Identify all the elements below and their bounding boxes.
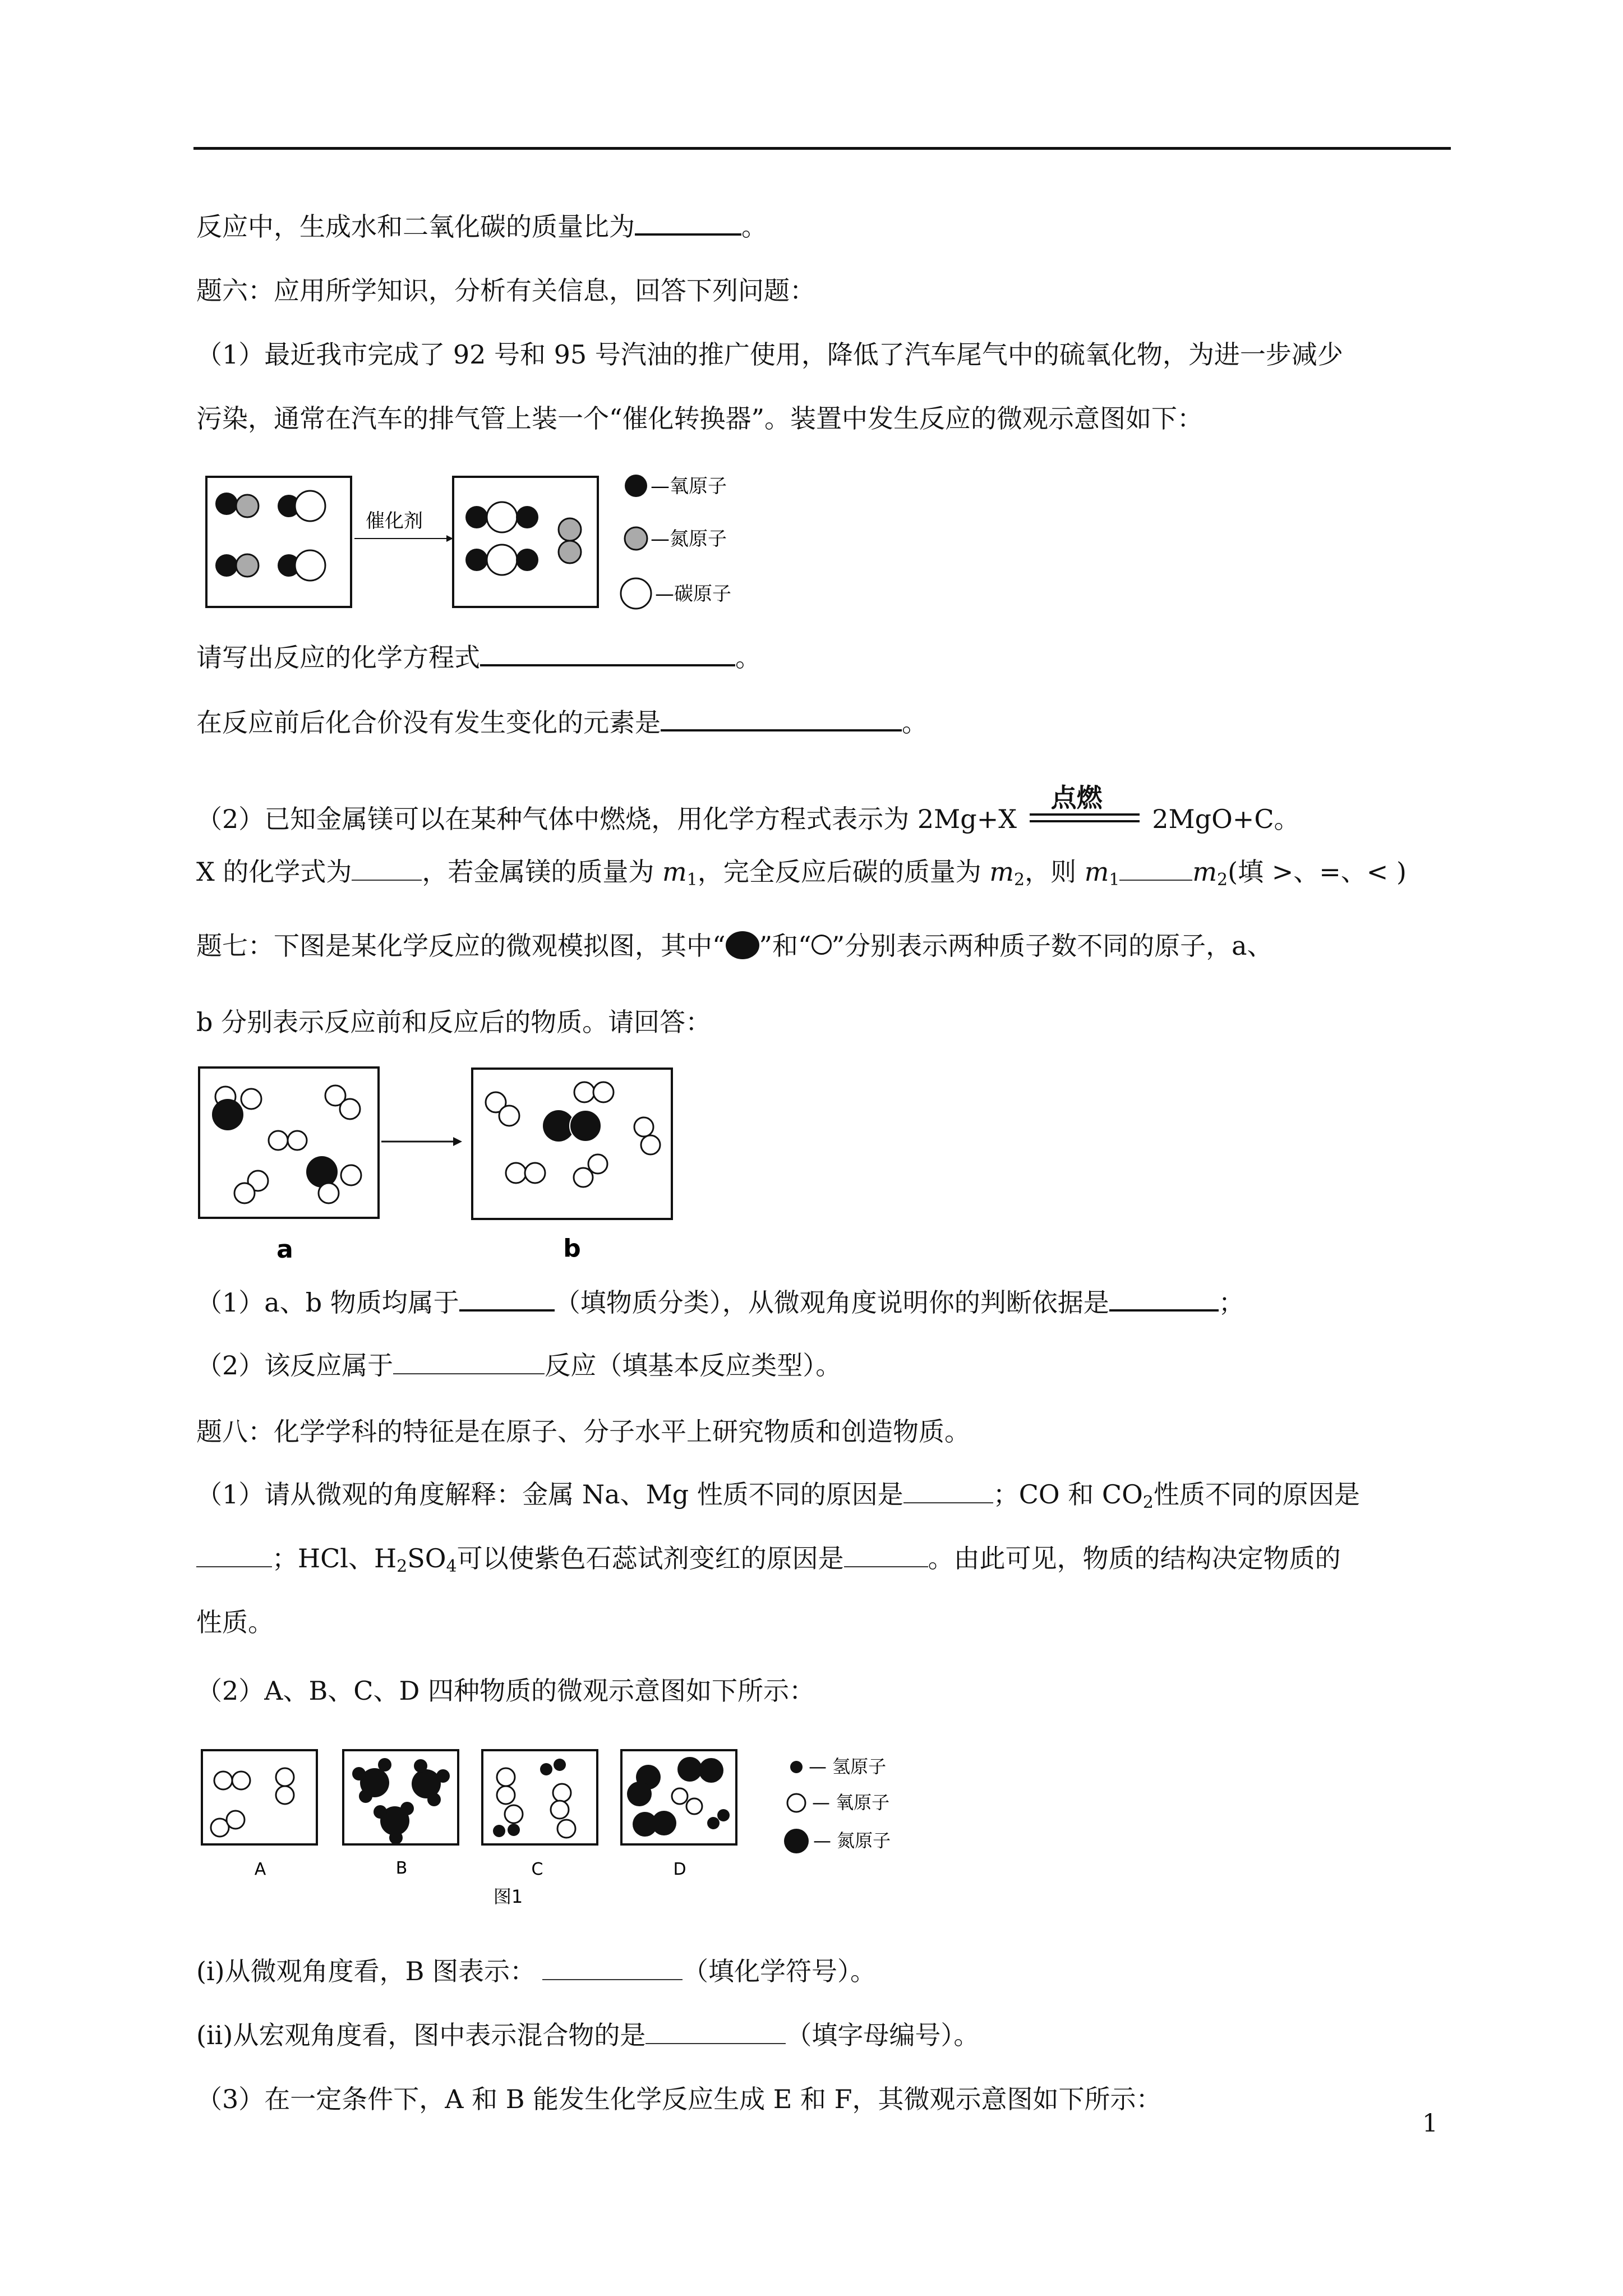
answer-blank[interactable]	[635, 212, 741, 236]
text-line: X 的化学式为 ，若金属镁的质量为 $m_1$，完全反应后碳的质量为 $m_2$，则 $m_1$ $m_2$(填 >、=、< )	[196, 857, 1407, 890]
text-line: （1）请从微观的角度解释：金属 Na、Mg 性质不同的原因是 ；CO 和 $CO_2$性质不同的原因是	[196, 1479, 1360, 1512]
reaction-model-diagram	[191, 1063, 695, 1265]
text-line: 题七：下图是某化学反应的微观模拟图，其中“ ”和“ ”分别表示两种质子数不同的原子，a、	[196, 931, 1273, 961]
answer-blank[interactable]	[542, 1958, 683, 1980]
legend-carbon: —碳原子	[655, 583, 731, 605]
label-A: A	[254, 1860, 266, 1879]
text-line: 反应中，生成水和二氧化碳的质量比为 。	[196, 211, 767, 242]
answer-blank[interactable]	[196, 1545, 272, 1567]
answer-blank[interactable]	[1119, 858, 1192, 881]
text-line: b 分别表示反应前和反应后的物质。请回答：	[196, 1007, 712, 1037]
answer-blank[interactable]	[459, 1288, 555, 1312]
answer-blank[interactable]	[903, 1481, 993, 1503]
particle-models-diagram	[196, 1745, 925, 1913]
answer-blank[interactable]	[352, 858, 422, 881]
legend-nitrogen: —氮原子	[651, 528, 727, 550]
text-line: （2）已知金属镁可以在某种气体中燃烧，用化学方程式表示为 2Mg+X 点燃 2MgO+C。	[196, 783, 1300, 834]
label-C: C	[531, 1860, 543, 1879]
black-atom-icon	[726, 931, 759, 959]
text-line: 请写出反应的化学方程式 。	[196, 642, 761, 673]
question-8-title: 题八：化学学科的特征是在原子、分子水平上研究物质和创造物质。	[196, 1416, 970, 1447]
text-line: 在反应前后化合价没有发生变化的元素是 。	[196, 707, 928, 738]
answer-blank[interactable]	[844, 1545, 928, 1567]
label-D: D	[673, 1860, 686, 1879]
label-a: a	[276, 1235, 293, 1264]
text-line: （1）a、b 物质均属于 （填物质分类），从微观角度说明你的判断依据是 ；	[196, 1287, 1244, 1318]
legend-oxygen: —氧原子	[651, 475, 727, 498]
text-line: 污染，通常在汽车的排气管上装一个“催化转换器”。装置中发生反应的微观示意图如下：	[196, 403, 1204, 434]
text-line: （1）最近我市完成了 92 号和 95 号汽油的推广使用，降低了汽车尾气中的硫氧化物，为进一步减少	[196, 339, 1343, 370]
label-B: B	[395, 1858, 408, 1878]
page-number: 1	[1422, 2109, 1438, 2138]
question-6-title: 题六：应用所学知识，分析有关信息，回答下列问题：	[196, 275, 815, 306]
reaction-condition: 点燃	[1030, 797, 1140, 830]
text-line: （3）在一定条件下，A 和 B 能发生化学反应生成 E 和 F，其微观示意图如下所示：	[196, 2084, 1162, 2114]
text-line: 性质。	[196, 1607, 274, 1637]
text-line: (i)从微观角度看，B 图表示： （填化学符号）。	[196, 1956, 877, 1986]
equation-blank[interactable]	[480, 643, 735, 666]
arrow-label: 催化剂	[366, 510, 423, 532]
answer-blank[interactable]	[645, 2022, 786, 2044]
catalytic-reaction-diagram	[202, 471, 763, 617]
legend-oxygen: — 氧原子	[812, 1792, 890, 1813]
header-rule	[193, 147, 1451, 150]
text-line: ；HCl、$H_2SO_4$可以使紫色石蕊试剂变红的原因是 。由此可见，物质的结构决定物质的	[196, 1540, 1341, 1585]
label-b: b	[563, 1234, 581, 1263]
legend-nitrogen: — 氮原子	[813, 1830, 891, 1851]
answer-blank[interactable]	[1109, 1288, 1219, 1312]
white-atom-icon	[811, 935, 832, 955]
legend-hydrogen: — 氢原子	[809, 1756, 887, 1777]
text-line: （2）该反应属于 反应（填基本反应类型）。	[196, 1350, 842, 1381]
text-line: （2）A、B、C、D 四种物质的微观示意图如下所示：	[196, 1676, 815, 1706]
figure-caption: 图1	[493, 1886, 523, 1907]
answer-blank[interactable]	[393, 1352, 545, 1374]
text-line: (ii)从宏观角度看，图中表示混合物的是 （填字母编号）。	[196, 2020, 980, 2050]
answer-blank[interactable]	[661, 708, 902, 731]
